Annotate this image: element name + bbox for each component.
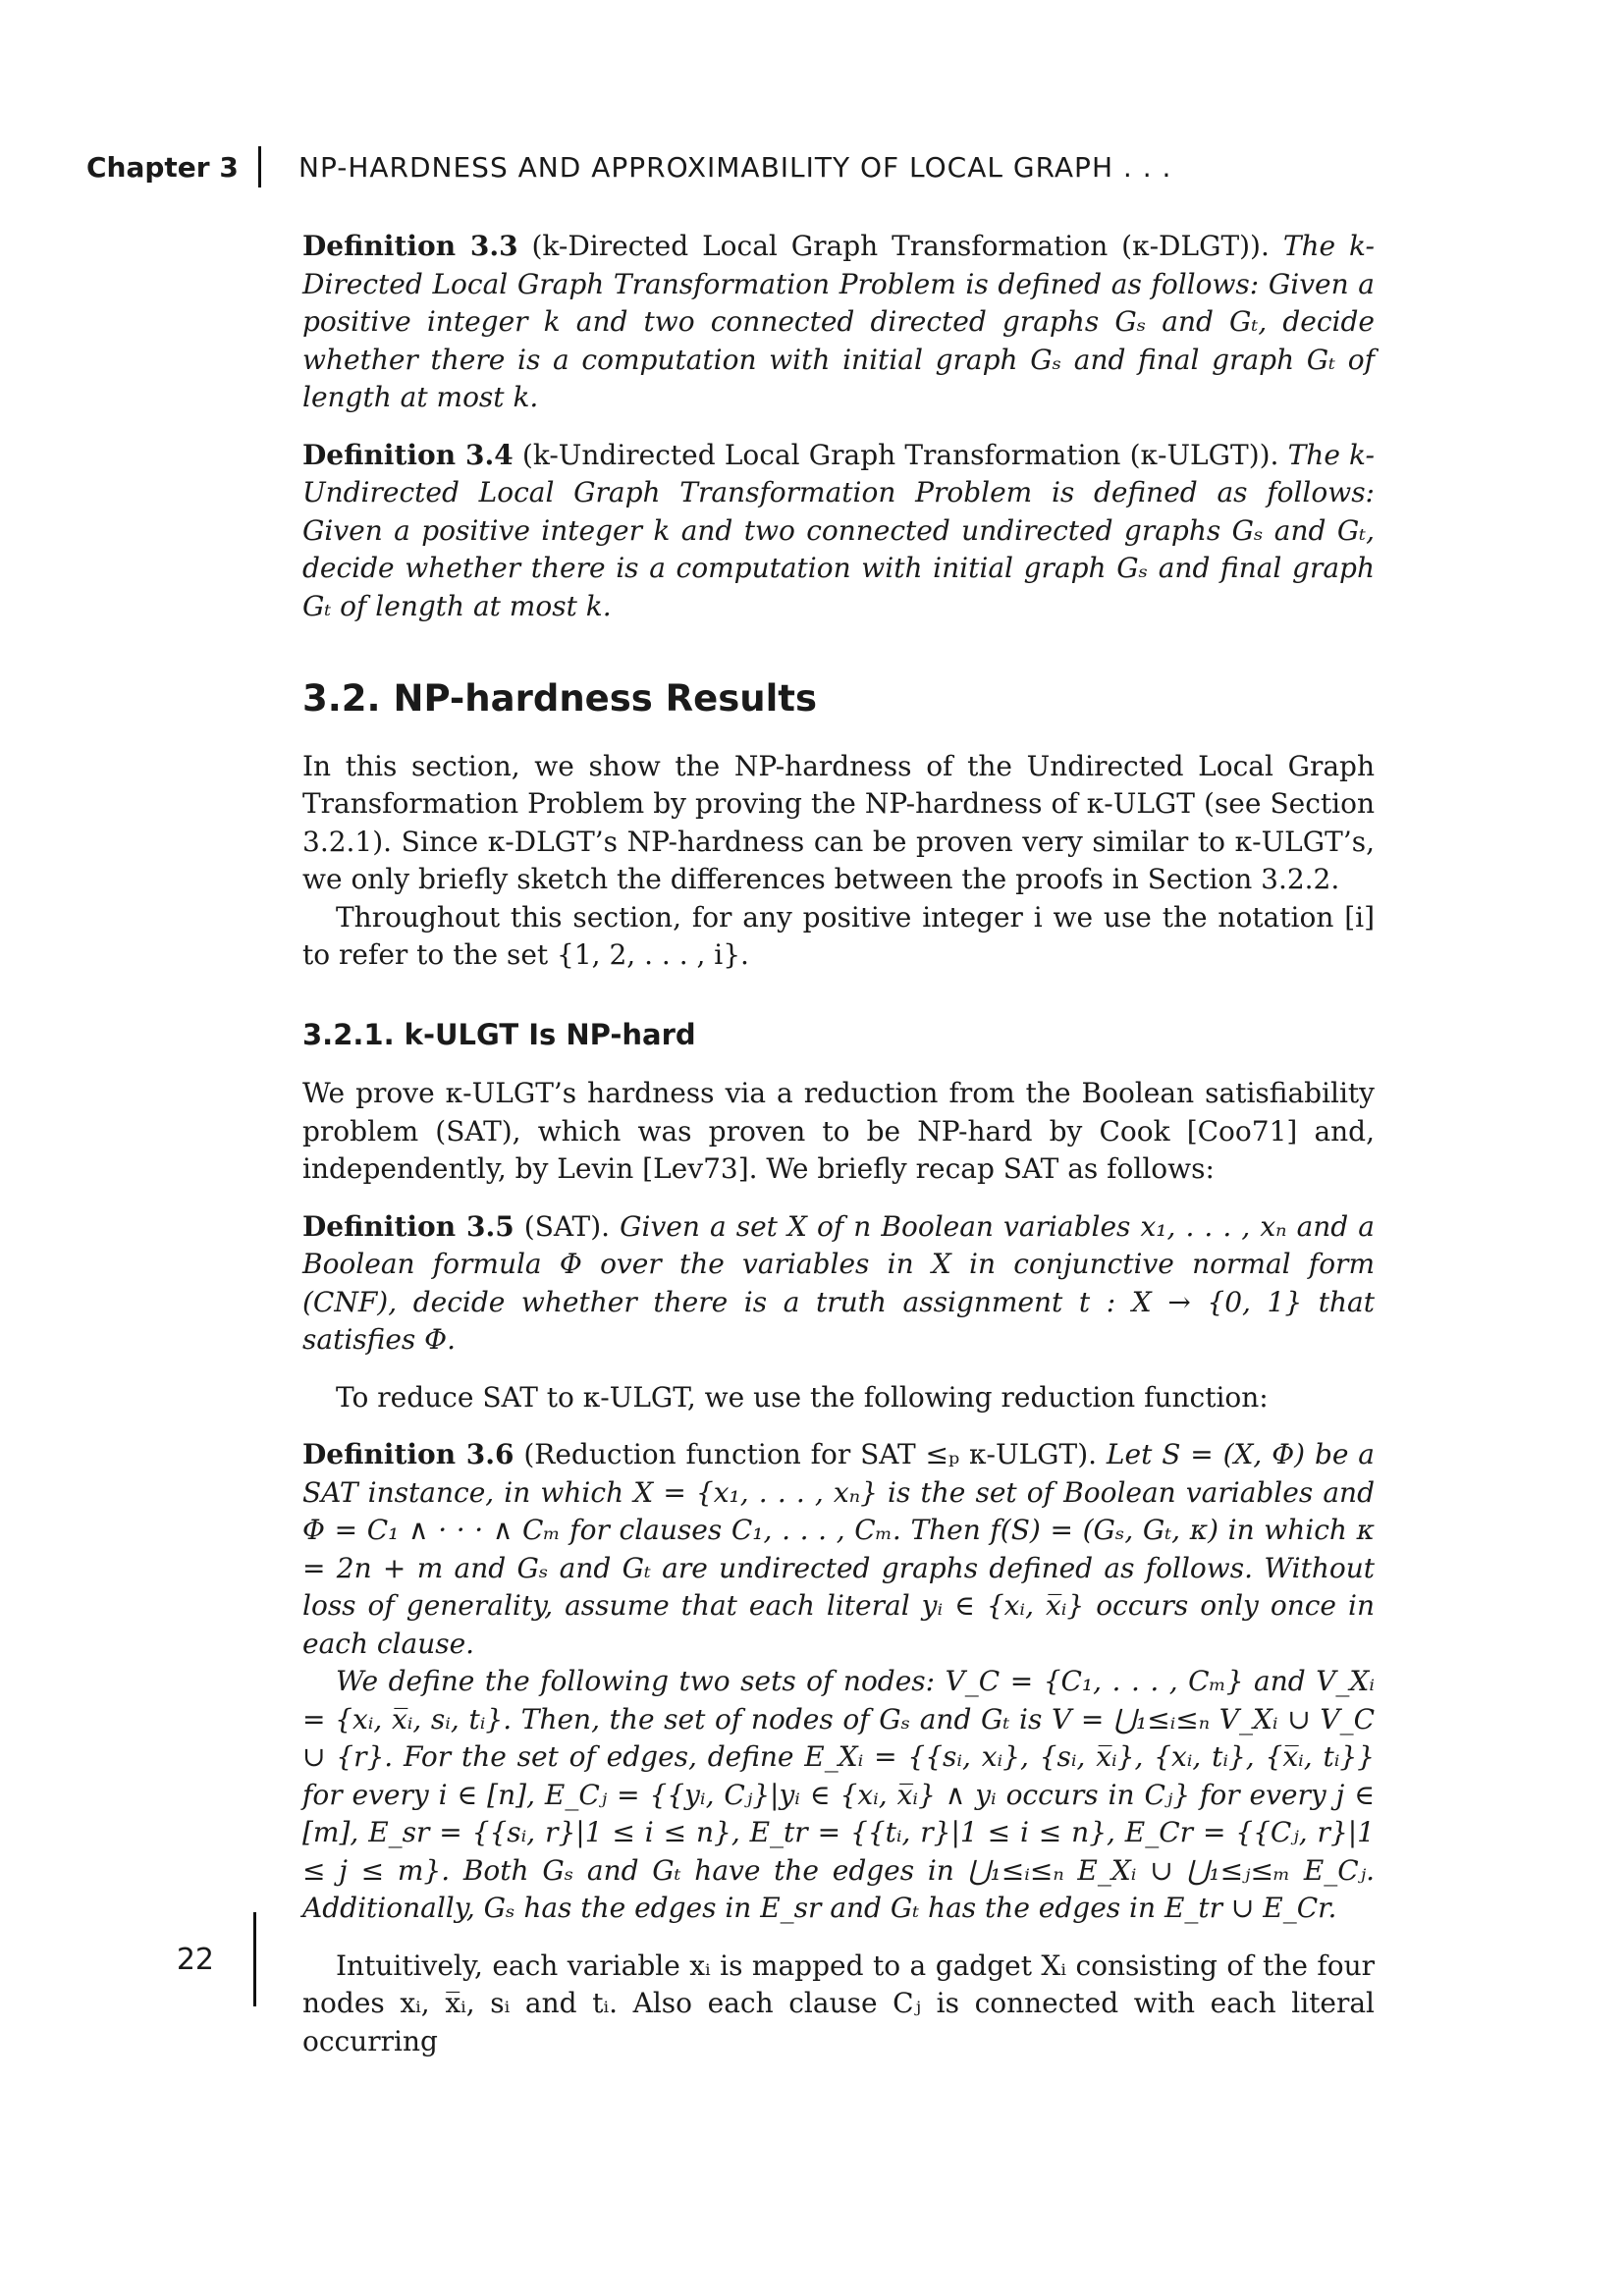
- running-title: NP-HARDNESS AND APPROXIMABILITY OF LOCAL GRAPH . . .: [298, 150, 1172, 184]
- page-footer: [86, 1912, 256, 2006]
- footer-divider: [253, 1912, 256, 2006]
- chapter-label: Chapter 3: [86, 150, 239, 184]
- definition-3-6-continued: We define the following two sets of nodes: V_C = {C₁, . . . , Cₘ} and V_Xᵢ = {xᵢ, x̅ᵢ, sᵢ, tᵢ}. Then, the set of nodes of Gₛ and Gₜ is V = ⋃₁≤ᵢ≤ₙ V_Xᵢ ∪ V_C ∪ {r}. For the set of edges, define E_Xᵢ = {{sᵢ, xᵢ}, {sᵢ, x̅ᵢ}, {xᵢ, tᵢ}, {x̅ᵢ, tᵢ}} for every i ∈ [n], E_Cⱼ = {{yᵢ, Cⱼ}|yᵢ ∈ {xᵢ, x̅ᵢ} ∧ yᵢ occurs in Cⱼ} for every j ∈ [m], E_sr = {{sᵢ, r}|1 ≤ i ≤ n}, E_tr = {{tᵢ, r}|1 ≤ i ≤ n}, E_Cr = {{Cⱼ, r}|1 ≤ j ≤ m}. Both Gₛ and Gₜ have the edges in ⋃₁≤ᵢ≤ₙ E_Xᵢ ∪ ⋃₁≤ⱼ≤ₘ E_Cⱼ. Additionally, Gₛ has the edges in E_sr and Gₜ has the edges in E_tr ∪ E_Cr.: [302, 1665, 1375, 1924]
- definition-label: Definition 3.6: [302, 1438, 514, 1470]
- definition-3-5: [302, 1208, 1375, 1360]
- definition-3-3: [302, 228, 1375, 417]
- definition-label: Definition 3.3: [302, 230, 518, 262]
- paragraph: We prove κ-ULGT’s hardness via a reduction from the Boolean satisfiability problem (SAT), which was proven to be NP-hard by Cook [Coo71] and, independently, by Levin [Lev73]. We briefly recap SAT as follows:: [302, 1077, 1375, 1185]
- definition-body: The k-Undirected Local Graph Transformation Problem is defined as follows: Given a positive integer k and two connected undirected graphs Gₛ and Gₜ, decide whether there is a computation with initial graph Gₛ and final graph Gₜ of length at most k.: [302, 438, 1375, 622]
- definition-body: The k-Directed Local Graph Transformation Problem is defined as follows: Given a positive integer k and two connected directed graphs Gₛ and Gₜ, decide whether there is a computation with initial graph Gₛ and final graph Gₜ of length at most k.: [302, 230, 1375, 413]
- definition-body: Let S = (X, Φ) be a SAT instance, in which X = {x₁, . . . , xₙ} is the set of Boolean variables and Φ = C₁ ∧ · · · ∧ Cₘ for clauses C₁, . . . , Cₘ. Then f(S) = (Gₛ, Gₜ, κ) in which κ = 2n + m and Gₛ and Gₜ are undirected graphs defined as follows. Without loss of generality, assume that each literal yᵢ ∈ {xᵢ, x̅ᵢ} occurs only once in each clause.: [302, 1438, 1375, 1660]
- paragraph: In this section, we show the NP-hardness of the Undirected Local Graph Transformation Problem by proving the NP-hardness of κ-ULGT (see Section 3.2.1). Since κ-DLGT’s NP-hardness can be proven very similar to κ-ULGT’s, we only briefly sketch the differences between the proofs in Section 3.2.2.: [302, 749, 1375, 895]
- definition-3-6: [302, 1436, 1375, 1663]
- definition-name: (k-Directed Local Graph Transformation (κ-DLGT)).: [531, 230, 1270, 262]
- definition-3-4: [302, 437, 1375, 626]
- running-header: [86, 147, 1171, 187]
- definition-name: (SAT).: [523, 1209, 611, 1243]
- subsection-heading: 3.2.1. k-ULGT Is NP-hard: [302, 1017, 696, 1051]
- page-body: [302, 228, 1375, 2060]
- paragraph: Throughout this section, for any positive integer i we use the notation [i] to refer to the set {1, 2, . . . , i}.: [302, 900, 1375, 971]
- definition-name: (k-Undirected Local Graph Transformation (κ-ULGT)).: [521, 438, 1279, 471]
- definition-body: Given a set X of n Boolean variables x₁, . . . , xₙ and a Boolean formula Φ over the variables in X in conjunctive normal form (CNF), decide whether there is a truth assignment t : X → {0, 1} that satisfies Φ.: [302, 1209, 1375, 1356]
- definition-label: Definition 3.5: [302, 1209, 514, 1243]
- paragraph: To reduce SAT to κ-ULGT, we use the following reduction function:: [336, 1380, 1269, 1414]
- definition-label: Definition 3.4: [302, 438, 514, 471]
- header-divider: [258, 146, 261, 187]
- definition-name: (Reduction function for SAT ≤ₚ κ-ULGT).: [523, 1438, 1098, 1470]
- page-number: 22: [176, 1942, 214, 1977]
- section-heading: 3.2. NP-hardness Results: [302, 677, 818, 720]
- paragraph: Intuitively, each variable xᵢ is mapped to a gadget Xᵢ consisting of the four nodes xᵢ, x̅ᵢ, sᵢ and tᵢ. Also each clause Cⱼ is connected with each literal occurring: [302, 1949, 1375, 2057]
